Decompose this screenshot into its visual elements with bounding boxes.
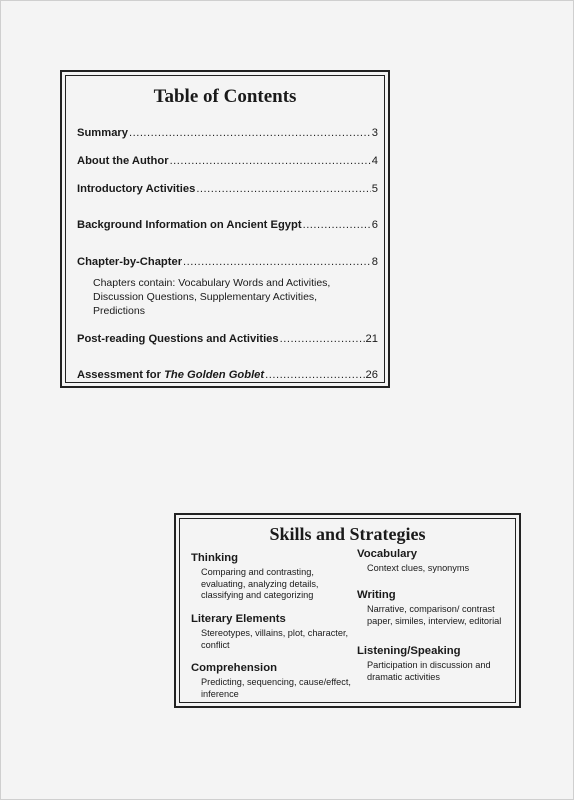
dot-leader	[265, 369, 364, 381]
toc-entry-label: Background Information on Ancient Egypt	[77, 219, 302, 231]
toc-entry-label: Chapter-by-Chapter	[77, 256, 183, 268]
toc-entry-introductory-activities	[77, 183, 378, 195]
skill-thinking	[191, 552, 356, 602]
toc-entry-label-prefix: Assessment for	[77, 369, 165, 381]
toc-entry-page: 21	[365, 333, 378, 345]
toc-entry-page: 5	[371, 183, 378, 195]
skills-title: Skills and Strategies	[269, 524, 426, 544]
chapter-contents-note: Chapters contain: Vocabulary Words and Activities, Discussion Questions, Supplementary Activities, Predictions	[93, 277, 331, 317]
skill-comprehension	[191, 662, 356, 700]
skills-inner-border	[179, 518, 516, 703]
skill-description: Context clues, synonyms	[367, 563, 470, 573]
toc-entry-page: 26	[365, 369, 378, 381]
skill-description: Stereotypes, villains, plot, character, conflict	[201, 628, 349, 650]
skill-description: Participation in discussion and dramatic activities	[367, 660, 491, 682]
skill-heading: Thinking	[191, 552, 239, 564]
toc-entry-label: Summary	[77, 127, 128, 139]
toc-title: Table of Contents	[153, 86, 297, 107]
toc-entry-summary	[77, 127, 378, 139]
toc-entry-assessment	[77, 369, 378, 381]
toc-entry-page: 4	[371, 155, 378, 167]
dot-leader	[280, 333, 365, 345]
skill-heading: Literary Elements	[191, 613, 286, 625]
toc-entry-label	[77, 369, 264, 381]
toc-entry-page: 3	[371, 127, 378, 139]
dot-leader	[170, 155, 371, 167]
skills-and-strategies-box	[174, 513, 521, 708]
skill-heading: Comprehension	[191, 662, 277, 674]
skill-description: Predicting, sequencing, cause/effect, inference	[201, 677, 351, 699]
toc-entry-label: Introductory Activities	[77, 183, 196, 195]
toc-entry-chapter-by-chapter	[77, 256, 378, 268]
skill-vocabulary	[357, 548, 512, 575]
dot-leader	[183, 256, 371, 268]
skill-description: Narrative, comparison/ contrast paper, similes, interview, editorial	[367, 604, 502, 626]
toc-entry-page: 6	[371, 219, 378, 231]
toc-entry-background-information	[77, 219, 378, 231]
skill-heading: Writing	[357, 589, 396, 601]
book-title: The Golden Goblet	[164, 369, 265, 381]
toc-entry-label: About the Author	[77, 155, 169, 167]
dot-leader	[129, 127, 371, 139]
skill-description: Comparing and contrasting, evaluating, analyzing details, classifying and categorizing	[201, 567, 319, 600]
dot-leader	[303, 219, 371, 231]
table-of-contents-box	[60, 70, 390, 388]
skill-listening-speaking	[357, 645, 512, 683]
toc-entry-page: 8	[371, 256, 378, 268]
toc-entry-about-author	[77, 155, 378, 167]
dot-leader	[196, 183, 370, 195]
toc-inner-border	[65, 75, 385, 383]
toc-entry-label: Post-reading Questions and Activities	[77, 333, 279, 345]
skill-writing	[357, 589, 507, 627]
skill-literary-elements	[191, 613, 356, 651]
skill-heading: Listening/Speaking	[357, 645, 461, 657]
toc-entry-post-reading	[77, 333, 378, 345]
skill-heading: Vocabulary	[357, 548, 418, 560]
